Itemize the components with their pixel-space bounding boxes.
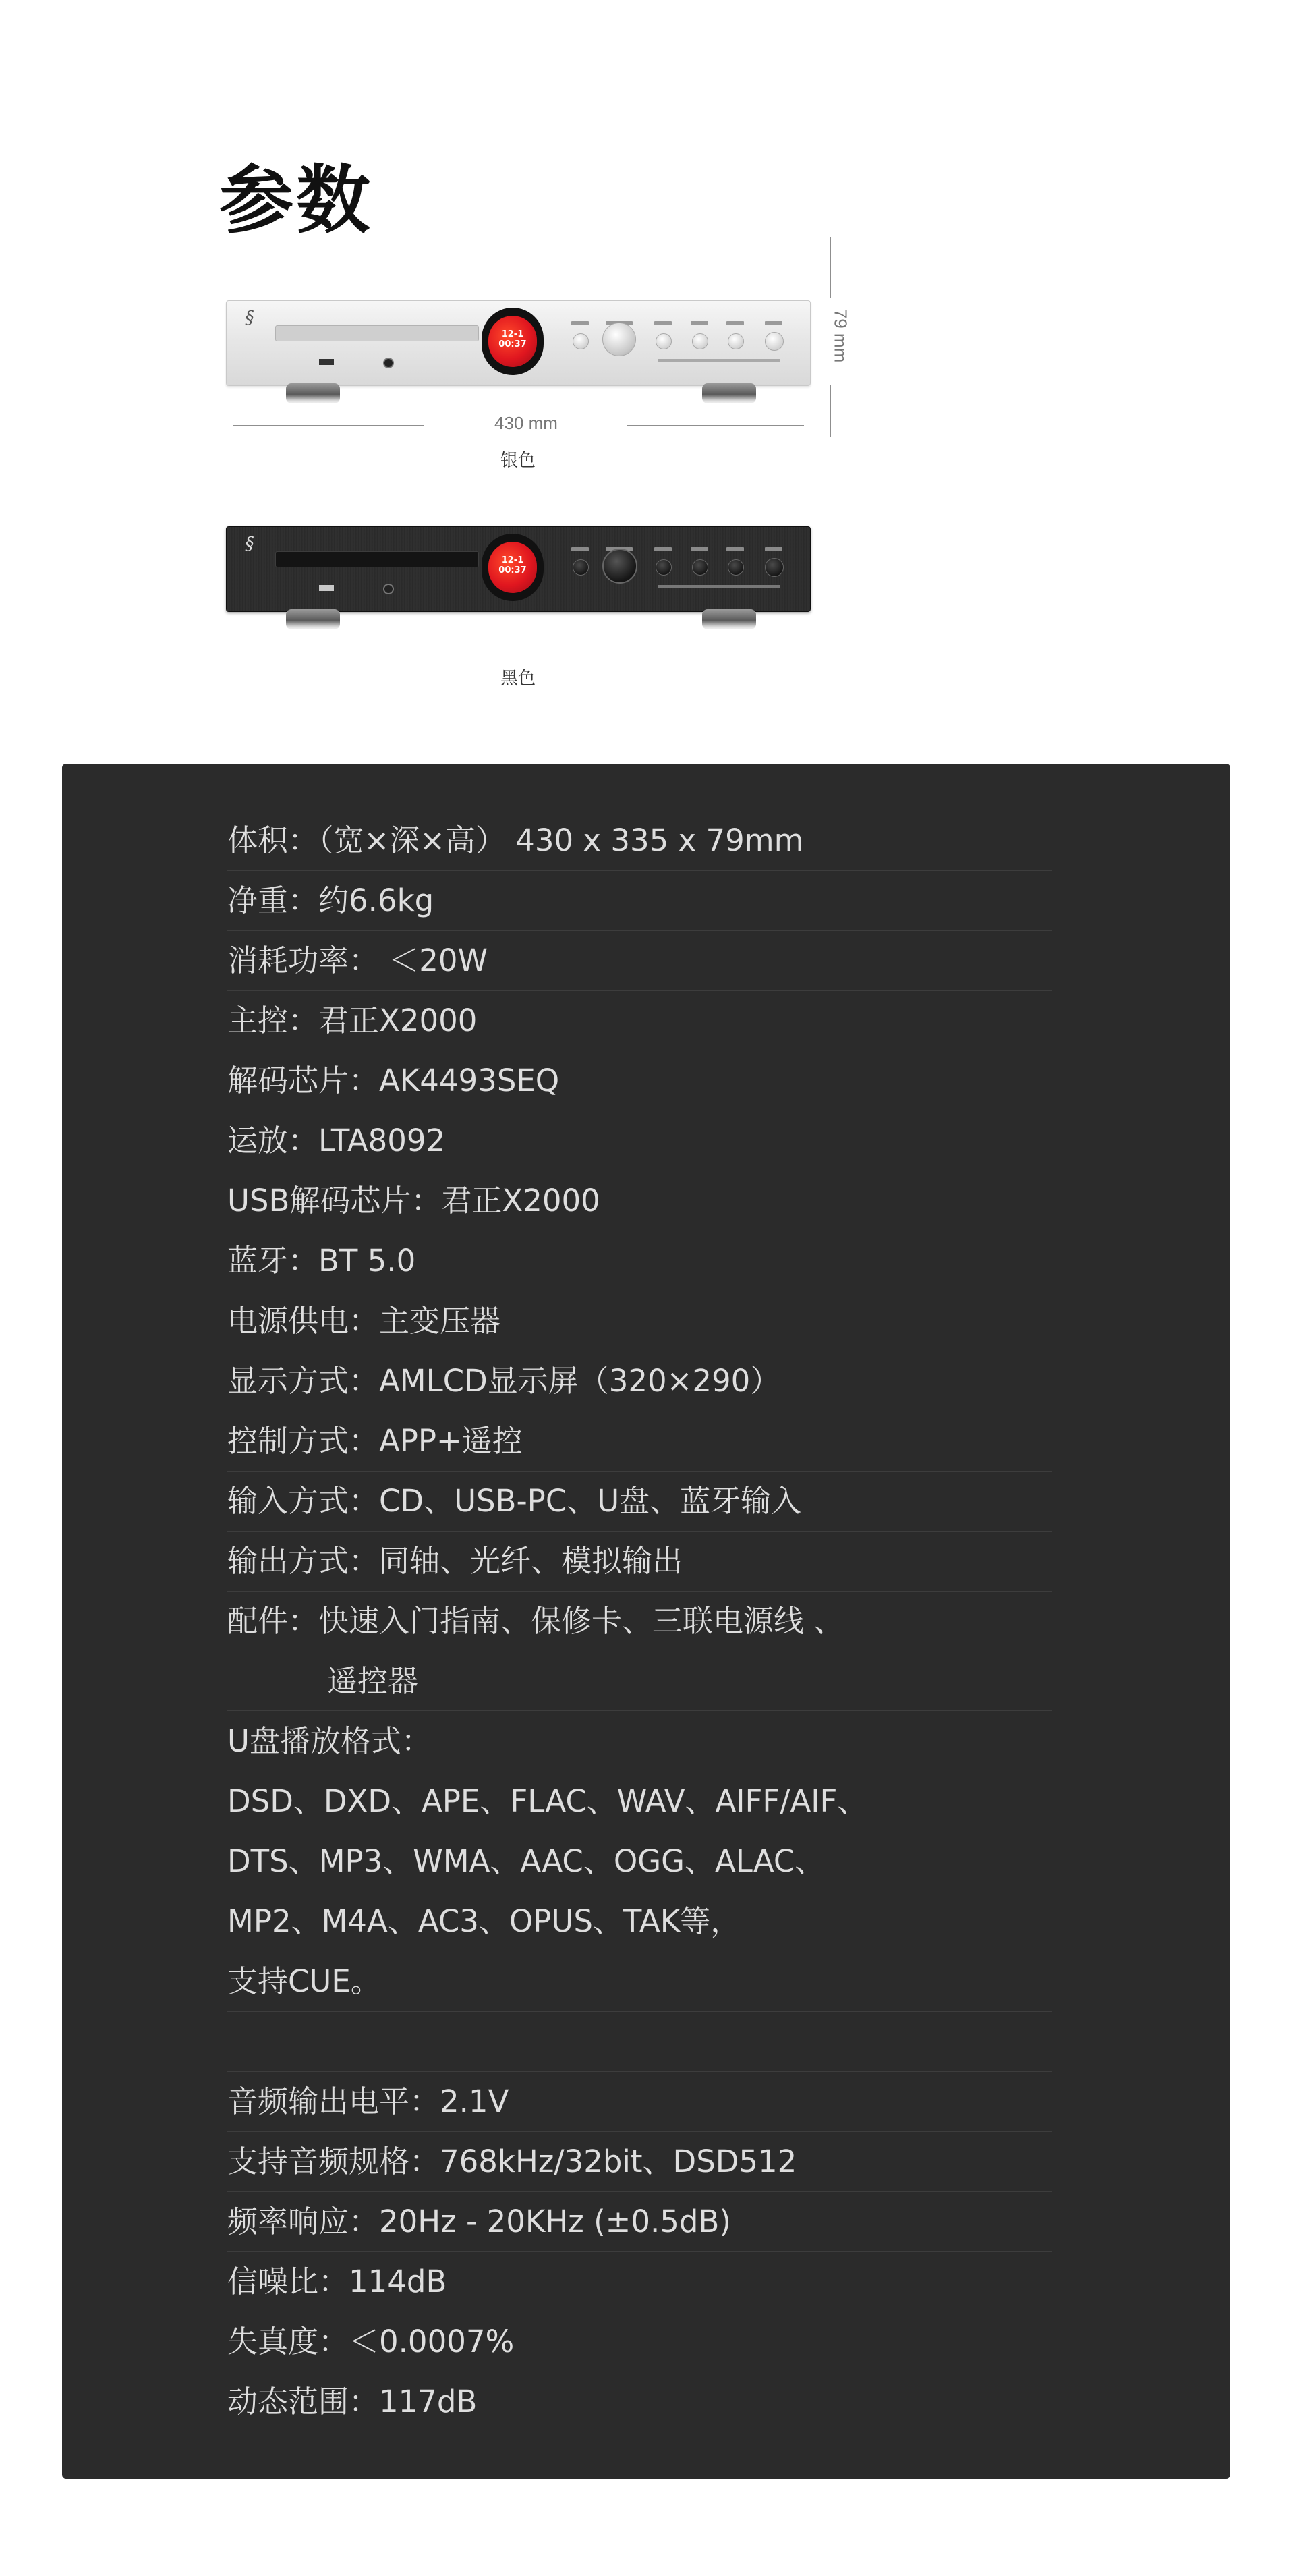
screen-time: 00:37 [498,565,527,576]
screen-track: 12-1 [501,329,524,339]
play-pause-button [692,333,708,349]
spec-row: 频率响应：20Hz - 20KHz (±0.5dB) [227,2192,1052,2252]
spec-row: 音频输出电平：2.1V [227,2072,1052,2132]
eject-button [573,559,589,576]
headphone-jack-icon [383,358,394,368]
eject-button [573,333,589,349]
cd-slot [275,325,479,341]
spec-row: 电源供电：主变压器 [227,1291,1052,1351]
button-label-mark [765,547,782,551]
spec-panel [62,764,1230,2479]
screen-time: 00:37 [498,339,527,349]
spec-row: MP2、M4A、AC3、OPUS、TAK等， [227,1903,741,1939]
spec-row: 信噪比：114dB [227,2252,1052,2312]
next-button [728,333,744,349]
cd-slot [275,551,479,567]
button-label-mark [571,547,589,551]
spec-row: 主控：君正X2000 [227,991,1052,1051]
brand-logo-icon: § [245,534,254,554]
brand-logo-icon: § [245,308,254,328]
button-label-mark [726,547,744,551]
button-label-mark [765,321,782,325]
spec-row: 控制方式：APP+遥控 [227,1411,1052,1472]
spec-row: 显示方式：AMLCD显示屏（320×290） [227,1351,1052,1411]
usb-port-icon [319,359,334,365]
power-button [765,558,784,577]
spec-row: 消耗功率： ＜20W [227,931,1052,991]
height-dimension-label: 79 mm [830,308,851,363]
spec-row: 输出方式：同轴、光纤、模拟输出 [227,1532,1052,1592]
device-foot [702,609,756,629]
button-label-mark [691,321,708,325]
spec-row: 失真度：＜0.0007% [227,2312,1052,2372]
headphone-jack-icon [383,584,394,594]
spec-row: 输入方式：CD、USB-PC、U盘、蓝牙输入 [227,1472,1052,1532]
prev-button [656,559,672,576]
spec-row: 运放：LTA8092 [227,1111,1052,1171]
spec-row: 净重：约6.6kg [227,871,1052,931]
model-label-mark [658,359,780,362]
button-label-mark [571,321,589,325]
variant-label-silver: 银色 [500,451,536,471]
width-dimension-line [627,425,804,426]
display-screen [482,534,544,601]
usb-port-icon [319,585,334,591]
product-image-silver [226,300,811,386]
width-dimension-label: 430 mm [494,413,558,433]
next-button [728,559,744,576]
spec-row: U盘播放格式： [227,1723,432,1759]
spec-row: 蓝牙：BT 5.0 [227,1231,1052,1291]
spec-row: 支持音频规格：768kHz/32bit、DSD512 [227,2132,1052,2192]
spec-row: DSD、DXD、APE、FLAC、WAV、AIFF/AIF、 [227,1783,868,1819]
volume-knob [602,323,636,356]
volume-knob [602,549,637,584]
page-title: 参数 [219,157,373,244]
height-dimension-line [830,237,831,298]
power-button [765,332,784,351]
button-label-mark [654,321,672,325]
device-foot [286,609,340,629]
prev-button [656,333,672,349]
width-dimension-line [233,425,424,426]
model-label-mark [658,585,780,588]
spec-row-blank [227,2012,1052,2072]
device-foot [286,383,340,403]
screen-track: 12-1 [501,555,524,565]
button-label-mark [654,547,672,551]
spec-row: 遥控器 [227,1652,1052,1711]
spec-row: 体积：（宽×深×高） 430 x 335 x 79mm [227,811,1052,871]
play-pause-button [692,559,708,576]
button-label-mark [726,321,744,325]
display-screen [482,308,544,375]
variant-label-black: 黑色 [500,669,536,689]
device-foot [702,383,756,403]
spec-row: 解码芯片：AK4493SEQ [227,1051,1052,1111]
spec-row: USB解码芯片：君正X2000 [227,1171,1052,1231]
spec-row: DTS、MP3、WMA、AAC、OGG、ALAC、 [227,1843,826,1879]
height-dimension-line [830,385,831,437]
button-label-mark [691,547,708,551]
spec-row: 动态范围：117dB [227,2384,478,2419]
spec-row: 支持CUE。 [227,1952,1052,2012]
product-image-black [226,526,811,612]
spec-row: 配件：快速入门指南、保修卡、三联电源线 、 [227,1603,844,1639]
